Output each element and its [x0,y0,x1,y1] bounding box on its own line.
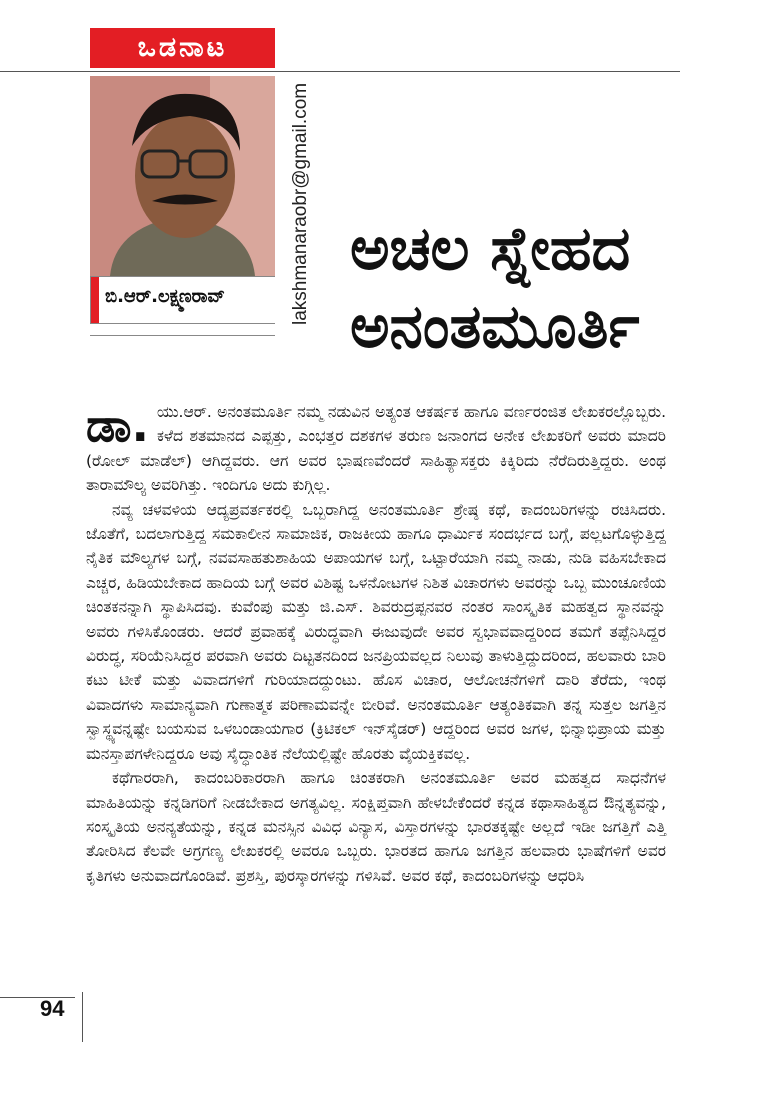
column-name-banner: ಒಡನಾಟ [90,28,275,68]
author-bar-accent [91,277,99,323]
page-number: 94 [40,996,65,1021]
paragraph-text: ಯು.ಆರ್. ಅನಂತಮೂರ್ತಿ ನಮ್ಮ ನಡುವಿನ ಅತ್ಯಂತ ಆಕರ್ಷಕ ಹಾಗೂ ವರ್ಣರಂಜಿತ ಲೇಖಕರಲ್ಲೊಬ್ಬರು. ಕಳೆದ ಶತಮಾನದ ಎಪ್ಪತ್ತು, ಎಂಭತ್ತರ ದಶಕಗಳ ತರುಣ ಜನಾಂಗದ ಅನೇಕ ಲೇಖಕರಿಗೆ ಅವರು ಮಾದರಿ (ರೋಲ್ ಮಾಡೆಲ್) ಆಗಿದ್ದವರು. ಆಗ ಅವರ ಭಾಷಣವೆಂದರೆ ಸಾಹಿತ್ಯಾಸಕ್ತರು ಕಿಕ್ಕಿರಿದು ನೆರೆದಿರುತ್ತಿದ್ದರು. ಅಂಥ ತಾರಾಮೌಲ್ಯ ಅವರಿಗಿತ್ತು. ಇಂದಿಗೂ ಅದು ಕುಗ್ಗಿಲ್ಲ. [86,403,666,495]
article-title-line2: ಅನಂತಮೂರ್ತಿ [350,292,640,362]
author-block-rule [90,335,275,336]
article-title [350,210,750,366]
drop-cap: ಡಾ. [86,398,150,452]
article-body [86,400,666,888]
article-paragraph: ನವ್ಯ ಚಳವಳಿಯ ಆದ್ಯಪ್ರವರ್ತಕರಲ್ಲಿ ಒಬ್ಬರಾಗಿದ್ದ ಅನಂತಮೂರ್ತಿ ಶ್ರೇಷ್ಠ ಕಥೆ, ಕಾದಂಬರಿಗಳನ್ನು ರಚಿಸಿದರು. ಜೊತೆಗೆ, ಬದಲಾಗುತ್ತಿದ್ದ ಸಮಕಾಲೀನ ಸಾಮಾಜಿಕ, ರಾಜಕೀಯ ಹಾಗೂ ಧಾರ್ಮಿಕ ಸಂದರ್ಭದ ಬಗ್ಗೆ, ಪಲ್ಲಟಗೊಳ್ಳುತ್ತಿದ್ದ ನೈತಿಕ ಮೌಲ್ಯಗಳ ಬಗ್ಗೆ, ನವವಸಾಹತುಶಾಹಿಯ ಅಪಾಯಗಳ ಬಗ್ಗೆ, ಒಟ್ಟಾರೆಯಾಗಿ ನಮ್ಮ ನಾಡು, ನುಡಿ ವಹಿಸಬೇಕಾದ ಎಚ್ಚರ, ಹಿಡಿಯಬೇಕಾದ ಹಾದಿಯ ಬಗ್ಗೆ ಅವರ ವಿಶಿಷ್ಟ ಒಳನೋಟಗಳ ನಿಶಿತ ವಿಚಾರಗಳು ಅವರನ್ನು ಒಬ್ಬ ಮುಂಚೂಣಿಯ ಚಿಂತಕನನ್ನಾಗಿ ಸ್ಥಾಪಿಸಿದವು. ಕುವೆಂಪು ಮತ್ತು ಜಿ.ಎಸ್. ಶಿವರುದ್ರಪ್ಪನವರ ನಂತರ ಸಾಂಸ್ಕೃತಿಕ ಮಹತ್ವದ ಸ್ಥಾನವನ್ನು ಅವರು ಗಳಿಸಿಕೊಂಡರು. ಆದರೆ ಪ್ರವಾಹಕ್ಕೆ ವಿರುದ್ಧವಾಗಿ ಈಜುವುದೇ ಅವರ ಸ್ವಭಾವವಾದ್ದರಿಂದ ತಮಗೆ ತಪ್ಪೆನಿಸಿದ್ದರ ವಿರುದ್ಧ, ಸರಿಯೆನಿಸಿದ್ದರ ಪರವಾಗಿ ಅವರು ದಿಟ್ಟತನದಿಂದ ಜನಪ್ರಿಯವಲ್ಲದ ನಿಲುವು ತಾಳುತ್ತಿದ್ದುದರಿಂದ, ಹಲವಾರು ಬಾರಿ ಕಟು ಟೀಕೆ ಮತ್ತು ವಿವಾದಗಳಿಗೆ ಗುರಿಯಾದದ್ದುಂಟು. ಹೊಸ ವಿಚಾರ, ಆಲೋಚನೆಗಳಿಗೆ ದಾರಿ ತೆರೆದು, ಇಂಥ ವಿವಾದಗಳು ಸಾಮಾನ್ಯವಾಗಿ ಗುಣಾತ್ಮಕ ಪರಿಣಾಮವನ್ನೇ ಬೀರಿವೆ. ಅನಂತಮೂರ್ತಿ ಆತ್ಯಂತಿಕವಾಗಿ ತನ್ನ ಸುತ್ತಲ ಜಗತ್ತಿನ ಸ್ವಾಸ್ಥ್ಯವನ್ನಷ್ಟೇ ಬಯಸುವ ಒಳಬಂಡಾಯಗಾರ (ಕ್ರಿಟಿಕಲ್ ಇನ್‌ಸೈಡರ್) ಆದ್ದರಿಂದ ಅವರ ಜಗಳ, ಭಿನ್ನಾಭಿಪ್ರಾಯ ಮತ್ತು ಮನಸ್ತಾಪಗಳೇನಿದ್ದರೂ ಅವು ಸೈದ್ಧಾಂತಿಕ ನೆಲೆಯಲ್ಲಿಷ್ಟೇ ಹೊರತು ವೈಯಕ್ತಿಕವಲ್ಲ. [86,500,666,763]
author-name-bar [90,276,275,324]
author-name: ಬಿ.ಆರ್.ಲಕ್ಷ್ಮಣರಾವ್ [105,286,225,307]
page-number-divider [82,992,83,1042]
article-title-line1: ಅಚಲ ಸ್ನೇಹದ [350,214,631,284]
article-paragraph: ಕಥೆಗಾರರಾಗಿ, ಕಾದಂಬರಿಕಾರರಾಗಿ ಹಾಗೂ ಚಿಂತಕರಾಗಿ ಅನಂತಮೂರ್ತಿ ಅವರ ಮಹತ್ವದ ಸಾಧನೆಗಳ ಮಾಹಿತಿಯನ್ನು ಕನ್ನಡಿಗರಿಗೆ ನೀಡಬೇಕಾದ ಅಗತ್ಯವಿಲ್ಲ. ಸಂಕ್ಷಿಪ್ತವಾಗಿ ಹೇಳಬೇಕೆಂದರೆ ಕನ್ನಡ ಕಥಾಸಾಹಿತ್ಯದ ಔನ್ನತ್ಯವನ್ನು, ಸಂಸ್ಕೃತಿಯ ಅನನ್ಯತೆಯನ್ನು, ಕನ್ನಡ ಮನಸ್ಸಿನ ವಿವಿಧ ವಿನ್ಯಾಸ, ವಿಸ್ತಾರಗಳನ್ನು ಭಾರತಕ್ಕಷ್ಟೇ ಅಲ್ಲದೆ ಇಡೀ ಜಗತ್ತಿಗೆ ಎತ್ತಿ ತೋರಿಸಿದ ಕೆಲವೇ ಅಗ್ರಗಣ್ಯ ಲೇಖಕರಲ್ಲಿ ಅವರೂ ಒಬ್ಬರು. ಭಾರತದ ಹಾಗೂ ಜಗತ್ತಿನ ಹಲವಾರು ಭಾಷೆಗಳಿಗೆ ಅವರ ಕೃತಿಗಳು ಅನುವಾದಗೊಂಡಿವೆ. ಪ್ರಶಸ್ತಿ, ಪುರಸ್ಕಾರಗಳನ್ನು ಗಳಿಸಿವೆ. ಅವರ ಕಥೆ, ಕಾದಂಬರಿಗಳನ್ನು ಆಧರಿಸಿ [86,769,666,885]
author-email: lakshmanaraobr@gmail.com [290,82,311,325]
article-paragraph [86,400,666,498]
author-photo [90,76,275,276]
header-rule [0,71,680,72]
